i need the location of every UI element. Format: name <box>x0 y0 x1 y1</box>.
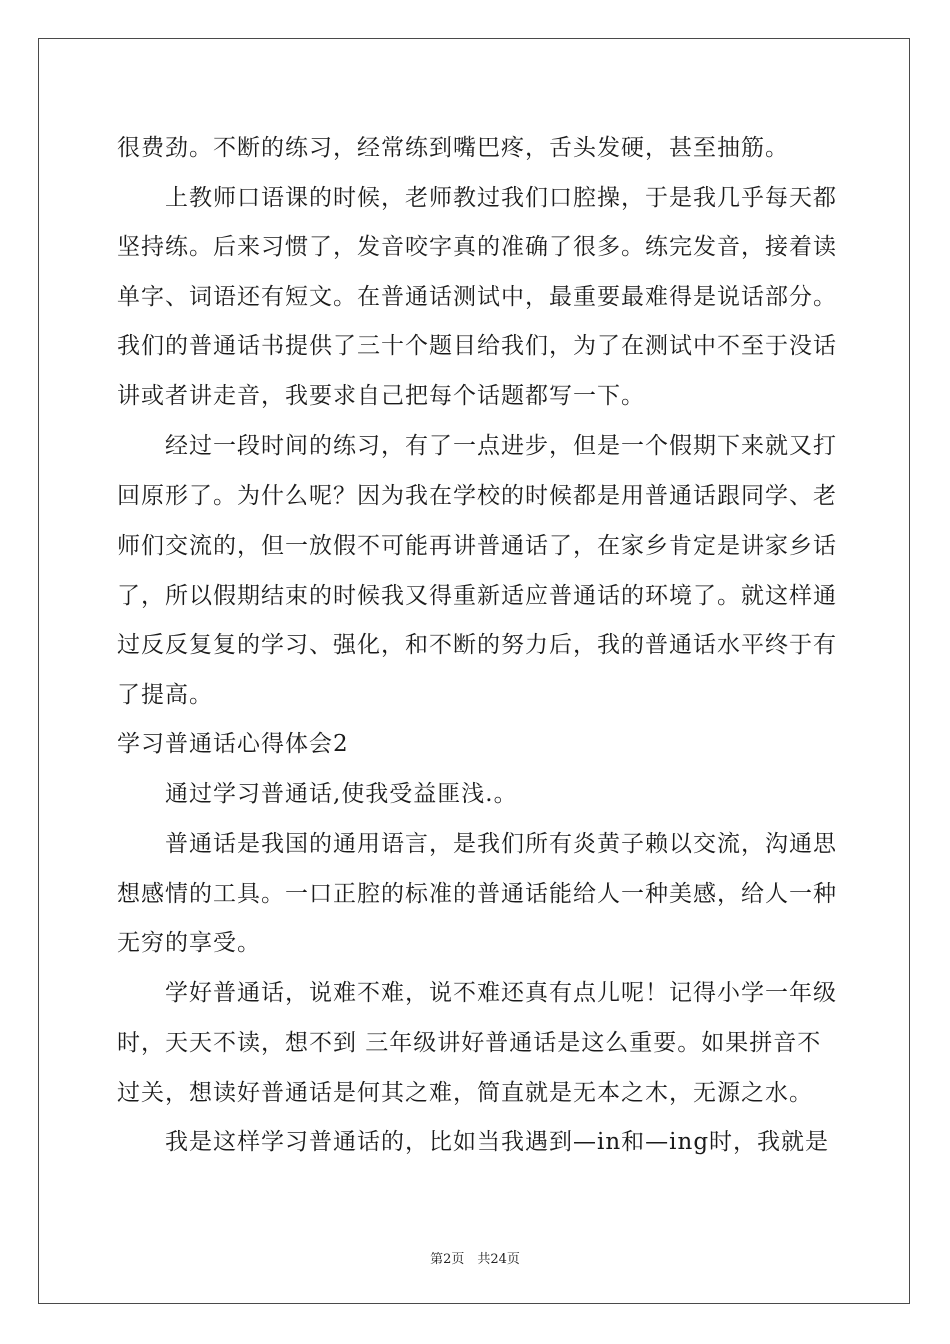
paragraph-line: 讲或者讲走音，我要求自己把每个话题都写一下。 <box>117 383 645 409</box>
paragraph-line: 普通话是我国的通用语言，是我们所有炎黄子赖以交流，沟通思 <box>165 831 837 857</box>
paragraph-line: 想感情的工具。一口正腔的标准的普通话能给人一种美感，给人一种 <box>117 881 837 907</box>
paragraph-line: 了提高。 <box>117 682 213 708</box>
section-heading: 学习普通话心得体会2 <box>117 731 349 757</box>
paragraph-line: 我们的普通话书提供了三十个题目给我们，为了在测试中不至于没话 <box>117 333 837 359</box>
page-number-footer: 第2页 共24页 <box>430 1252 520 1267</box>
paragraph-line: 学好普通话，说难不难，说不难还真有点儿呢！记得小学一年级 <box>165 980 837 1006</box>
paragraph-line: 回原形了。为什么呢？因为我在学校的时候都是用普通话跟同学、老 <box>117 483 837 509</box>
paragraph-line: 上教师口语课的时候，老师教过我们口腔操，于是我几乎每天都 <box>165 185 837 211</box>
page-frame <box>38 38 910 1304</box>
paragraph-line: 过关，想读好普通话是何其之难，简直就是无本之木，无源之水。 <box>117 1080 813 1106</box>
paragraph-line: 通过学习普通话,使我受益匪浅.。 <box>165 781 518 807</box>
paragraph-line: 坚持练。后来习惯了，发音咬字真的准确了很多。练完发音，接着读 <box>117 234 837 260</box>
paragraph-line: 无穷的享受。 <box>117 930 261 956</box>
paragraph-line: 师们交流的，但一放假不可能再讲普通话了，在家乡肯定是讲家乡话 <box>117 533 837 559</box>
paragraph-line: 经过一段时间的练习，有了一点进步，但是一个假期下来就又打 <box>165 433 837 459</box>
paragraph-line: 很费劲。不断的练习，经常练到嘴巴疼，舌头发硬，甚至抽筋。 <box>117 135 789 161</box>
paragraph-line: 了，所以假期结束的时候我又得重新适应普通话的环境了。就这样通 <box>117 583 837 609</box>
paragraph-line: 时，天天不读，想不到 三年级讲好普通话是这么重要。如果拼音不 <box>117 1030 822 1056</box>
paragraph-line: 过反反复复的学习、强化，和不断的努力后，我的普通话水平终于有 <box>117 632 837 658</box>
paragraph-line: 我是这样学习普通话的，比如当我遇到—in和—ing时，我就是 <box>165 1129 830 1155</box>
paragraph-line: 单字、词语还有短文。在普通话测试中，最重要最难得是说话部分。 <box>117 284 837 310</box>
